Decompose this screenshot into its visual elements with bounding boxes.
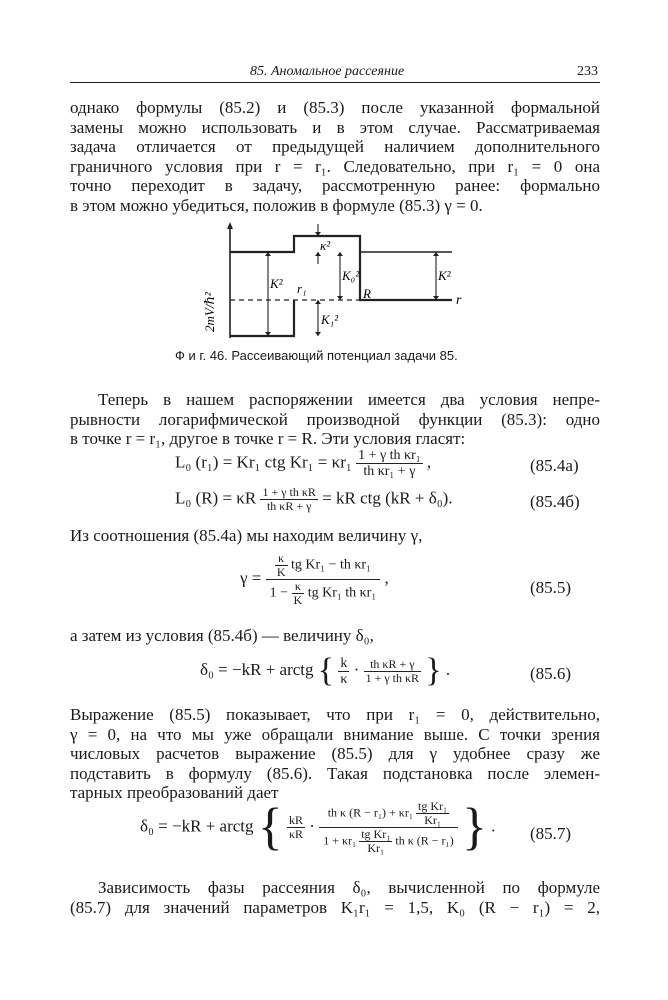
expr: tg Kr₁ th κr₁ bbox=[307, 585, 377, 601]
section-title: 85. Аномальное рассеяние bbox=[250, 64, 405, 79]
equation-number: (85.5) bbox=[530, 578, 572, 597]
label-K2-left: K² bbox=[270, 276, 283, 291]
expr: tg Kr₁ − th κr₁ bbox=[291, 557, 371, 573]
denominator: κR bbox=[288, 827, 304, 841]
text-line: в этом можно убедиться, положив в формуле (85.3) γ = 0. bbox=[70, 195, 483, 215]
text-line: Выражение (85.5) показывает, что при r₁ = 0, действительно, bbox=[70, 705, 600, 724]
fraction bbox=[266, 552, 381, 607]
fraction bbox=[275, 552, 288, 579]
expr: th κ (R − r₁) + κr₁ bbox=[327, 805, 414, 820]
label-kappa2: κ² bbox=[320, 238, 331, 253]
equation-85-6 bbox=[200, 654, 450, 688]
fraction bbox=[319, 800, 458, 855]
numerator: tg Kr₁ bbox=[361, 827, 391, 841]
fraction bbox=[356, 448, 423, 479]
arrowhead bbox=[315, 300, 321, 304]
right-brace: } bbox=[461, 798, 487, 856]
numerator: tg Kr₁ bbox=[418, 799, 448, 813]
paragraph-4 bbox=[70, 626, 600, 646]
denominator: th κR + γ bbox=[266, 499, 312, 513]
text-line: граничного условия при r = r₁. Следовательно, при r₁ = 0 она bbox=[70, 156, 600, 176]
text-line: замены можно использовать и в этом случае. Рассматриваемая bbox=[70, 117, 600, 137]
fraction bbox=[364, 658, 421, 685]
label-axis: 2mV/ℏ² bbox=[202, 292, 217, 332]
text-line: а затем из условия (85.4б) — величину δ₀, bbox=[70, 626, 374, 645]
text-line: числовых расчетов выражение (85.5) для γ удобнее сразу же bbox=[70, 744, 600, 763]
paragraph-6 bbox=[70, 878, 600, 917]
running-header bbox=[70, 62, 600, 83]
label-K2-right: K² bbox=[438, 268, 451, 283]
axis-arrowhead bbox=[227, 222, 233, 229]
left-brace: { bbox=[257, 798, 283, 856]
denominator: K bbox=[293, 593, 303, 607]
arrowhead bbox=[337, 252, 343, 256]
text-line: рывности логарифмической производной функции (85.3): одно bbox=[70, 409, 600, 429]
denominator: K bbox=[276, 565, 286, 579]
eq-tail: , bbox=[426, 452, 432, 472]
fraction bbox=[416, 800, 449, 827]
denominator: 1 + γ th κR bbox=[365, 670, 420, 685]
text-line: Зависимость фазы рассеяния δ₀, вычисленной по формуле bbox=[98, 878, 600, 897]
equation-number: (85.7) bbox=[530, 824, 572, 843]
text-line: подставить в формулу (85.6). Такая подстановка после элемен- bbox=[70, 763, 600, 783]
equation-85-4b bbox=[175, 486, 453, 513]
eq-lhs: δ₀ = −kR + arctg bbox=[140, 816, 254, 836]
left-brace: { bbox=[317, 652, 335, 689]
numerator: 1 + γ th κR bbox=[262, 485, 316, 499]
text-line: в точке r = r₁, другое в точке r = R. Эти условия гласят: bbox=[70, 429, 466, 448]
numerator bbox=[266, 552, 381, 580]
paragraph-5 bbox=[70, 705, 600, 803]
expr: 1 + κr₁ bbox=[323, 833, 357, 848]
denominator bbox=[266, 580, 381, 607]
numerator bbox=[319, 800, 458, 828]
equation-number: (85.4б) bbox=[530, 492, 580, 511]
equation-85-4a bbox=[175, 448, 431, 479]
equation-number: (85.4а) bbox=[530, 456, 579, 475]
eq-lhs: L₀ (R) = κR bbox=[175, 488, 257, 508]
eq-tail: = kR ctg (kR + δ₀). bbox=[322, 488, 453, 508]
fraction bbox=[292, 580, 305, 607]
right-brace: } bbox=[425, 652, 442, 689]
label-r1: r₁ bbox=[297, 281, 307, 296]
expr: 1 − bbox=[269, 585, 289, 601]
text-line: точно переходит в задачу, рассмотренную ранее: формально bbox=[70, 176, 600, 195]
numerator: k bbox=[338, 656, 349, 672]
fraction bbox=[287, 814, 305, 841]
eq-tail: . bbox=[491, 816, 496, 836]
paragraph-1 bbox=[70, 98, 600, 215]
arrowhead bbox=[315, 332, 321, 336]
eq-tail: . bbox=[445, 659, 451, 679]
numerator: th κR + γ bbox=[364, 658, 421, 672]
paragraph-2 bbox=[70, 390, 600, 449]
eq-lhs: L₀ (r₁) = Kr₁ ctg Kr₁ = κr₁ bbox=[175, 452, 352, 472]
denominator: th κr₁ + γ bbox=[363, 464, 416, 479]
equation-85-7 bbox=[140, 800, 495, 855]
potential-figure bbox=[190, 220, 480, 345]
fraction bbox=[359, 828, 392, 855]
denominator: Kr₁ bbox=[424, 813, 442, 827]
text-line: однако формулы (85.2) и (85.3) после указанной формальной bbox=[70, 98, 600, 117]
dot: · bbox=[353, 659, 360, 679]
label-K02: K₀² bbox=[342, 268, 360, 283]
label-R: R bbox=[363, 286, 371, 301]
text-line: γ = 0, на что мы уже обращали внимание выше. С точки зрения bbox=[70, 724, 600, 744]
text-line: Из соотношения (85.4а) мы находим величину γ, bbox=[70, 526, 423, 545]
numerator: κ bbox=[275, 552, 288, 566]
text-line: Теперь в нашем распоряжении имеется два условия непре- bbox=[98, 390, 600, 409]
paragraph-3 bbox=[70, 526, 600, 546]
arrowhead bbox=[337, 296, 343, 300]
expr: th κ (R − r₁) bbox=[395, 833, 454, 848]
label-K12: K₁² bbox=[321, 312, 339, 327]
denominator: Kr₁ bbox=[367, 841, 385, 855]
denominator bbox=[319, 828, 458, 855]
denominator: κ bbox=[340, 671, 348, 687]
numerator: kR bbox=[287, 814, 305, 828]
dot: · bbox=[309, 816, 315, 836]
fraction bbox=[260, 486, 317, 513]
eq-lhs: γ = bbox=[240, 568, 262, 588]
page-number: 233 bbox=[577, 64, 598, 79]
eq-tail: , bbox=[384, 568, 389, 588]
equation-number: (85.6) bbox=[530, 664, 572, 683]
label-r: r bbox=[456, 293, 462, 308]
numerator: κ bbox=[292, 580, 305, 594]
potential-well bbox=[230, 300, 294, 336]
numerator: 1 + γ th κr₁ bbox=[358, 448, 421, 463]
text-line: тарных преобразований дает bbox=[70, 783, 279, 802]
equation-85-5 bbox=[240, 552, 389, 607]
potential-curve bbox=[230, 236, 452, 300]
eq-lhs: δ₀ = −kR + arctg bbox=[200, 659, 314, 679]
fraction bbox=[338, 656, 349, 687]
text-line: (85.7) для значений параметров K₁r₁ = 1,5, K₀ (R − r₁) = 2, bbox=[70, 897, 600, 917]
text-line: задача отличается от предыдущей наличием дополнительного bbox=[70, 137, 600, 156]
figure-caption: Ф и г. 46. Рассеивающий потенциал задачи 85. bbox=[175, 348, 458, 363]
